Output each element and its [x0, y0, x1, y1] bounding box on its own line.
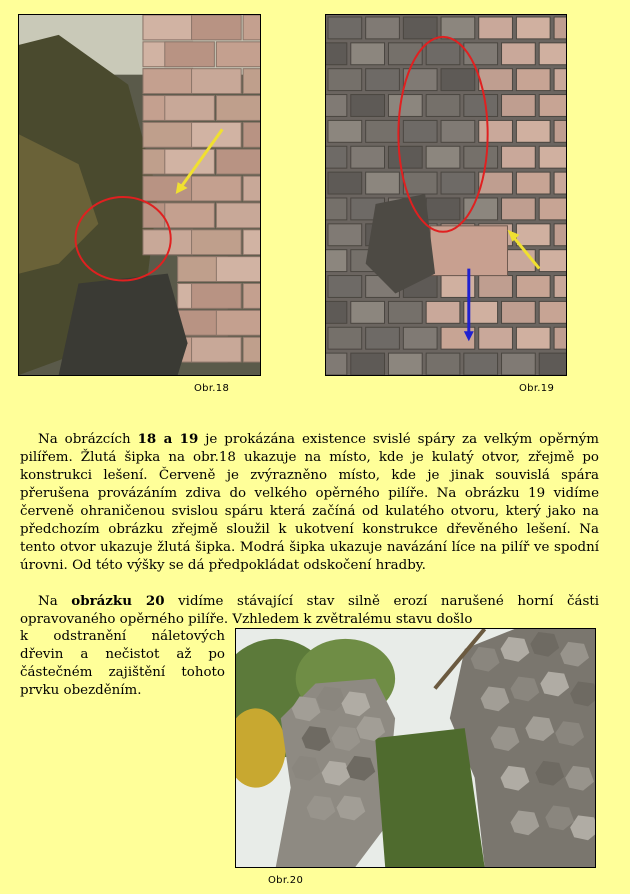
paragraph-figures-18-19	[20, 430, 599, 575]
figure-20-photo	[235, 628, 596, 868]
figure-19-caption: Obr.19	[519, 383, 555, 394]
paragraph1-part1: Na obrázcích	[38, 432, 138, 447]
eroded-pillar-photo-20	[236, 629, 595, 867]
paragraph2-bold: obrázku 20	[71, 593, 165, 609]
stone-wall-photo-18	[19, 15, 260, 375]
figure-20-caption: Obr.20	[268, 875, 304, 886]
figure-18-caption: Obr.18	[194, 383, 230, 394]
figure-19-photo	[325, 14, 567, 376]
paragraph2-part2: vidíme stávající stav silně erozí narušené horní části opravovaného opěrného pilíře. Vzhledem k zvětralému stavu došlo	[20, 594, 599, 627]
figure-18-photo	[18, 14, 261, 376]
stone-wall-photo-19	[326, 15, 566, 375]
paragraph-figure-20-continued: k odstranění náletových dřevin a nečistot až po částečném zajištění tohoto prvku obezděním.	[20, 629, 225, 698]
paragraph1-bold: 18 a 19	[137, 431, 199, 447]
paragraph1-part2: je prokázána existence svislé spáry za velkým opěrným pilířem. Žlutá šipka na obr.18 ukazuje na místo, kde je kulatý otvor, zřejmě po konstrukci lešení. Červeně je zvýrazněno místo, kde je jinak souvislá spára přerušena provázáním zdiva do velkého opěrného pilíře. Na obrázku 19 vidíme červeně ohraničenou svislou spáru která začíná od kulatého otvoru, který jako na předchozím obrázku zřejmě sloužil k ukotvení konstrukce dřevěného lešení. Na tento otvor ukazuje žlutá šipka. Modrá šipka ukazuje navázání líce na pilíř ve spodní úrovni. Od této výšky se dá předpokládat odskočení hradby.	[20, 432, 599, 573]
paragraph-figure-20-intro	[20, 592, 599, 629]
paragraph2-part1: Na	[38, 594, 72, 609]
